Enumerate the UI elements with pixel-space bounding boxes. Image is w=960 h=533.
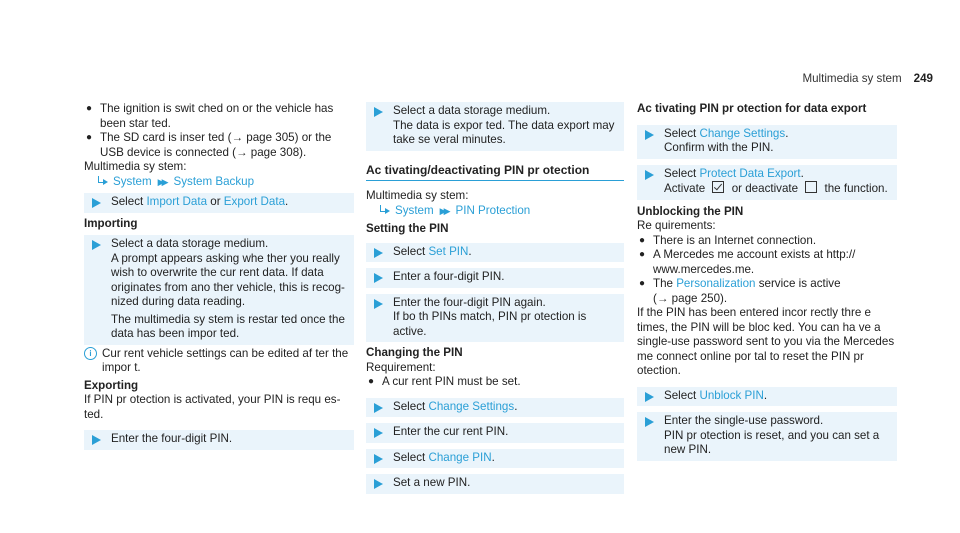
menu-hook-icon: [97, 176, 109, 187]
section-title: Ac tivating/deactivating PIN pr otection: [366, 163, 624, 182]
bullet-item: ● There is an Internet connection.: [639, 233, 817, 247]
changing-pin-heading: Changing the PIN: [366, 346, 463, 359]
step-arrow-icon: [366, 451, 393, 466]
multimedia-system-label: Multimedia sy stem:: [366, 189, 469, 202]
step-arrow-icon: [366, 476, 393, 491]
step-arrow-icon: [366, 270, 393, 285]
instruction-step: Enter the single-use password. PIN pr otection is reset, and you can set a new PIN.: [637, 412, 897, 461]
step-arrow-icon: [366, 400, 393, 415]
unblock-pin-link: Unblock PIN: [699, 388, 764, 402]
header-title: Multimedia sy stem: [802, 72, 902, 85]
requirements-label: Re quirements:: [637, 219, 716, 232]
instruction-step: Select Set PIN.: [366, 243, 624, 263]
menu-path-item: System: [113, 174, 152, 188]
unblocking-pin-heading: Unblocking the PIN: [637, 204, 744, 218]
info-note: i Cur rent vehicle settings can be edited af ter the impor t.: [84, 347, 354, 376]
step-arrow-icon: [366, 245, 393, 260]
exporting-text: If PIN pr otection is activated, your PIN is requ es- ted.: [84, 393, 341, 421]
importing-heading: Importing: [84, 216, 138, 230]
multimedia-system-label: Multimedia sy stem:: [84, 160, 187, 173]
change-pin-link: Change PIN: [428, 450, 492, 464]
instruction-step: Select Change Settings.: [366, 398, 624, 418]
step-arrow-icon: [84, 432, 111, 447]
menu-path: [84, 175, 354, 190]
step-arrow-icon: [366, 104, 393, 148]
setting-pin-heading: Setting the PIN: [366, 222, 449, 235]
requirement-label: Requirement:: [366, 360, 436, 374]
step-arrow-icon: [84, 195, 111, 210]
double-arrow-icon: ▶▶: [439, 205, 448, 216]
step-arrow-icon: [637, 127, 664, 156]
bullet-item: ● The Personalization service is active (→ page 250).: [639, 277, 841, 305]
instruction-step: Select Change PIN.: [366, 449, 624, 469]
bullet-item: ● The SD card is inser ted (→ page 305) or the USB device is connected (→ page 308).: [86, 131, 332, 159]
change-settings-link: Change Settings: [699, 126, 786, 140]
step-arrow-icon: [637, 167, 664, 197]
menu-path-item: System Backup: [173, 174, 255, 188]
blocked-pin-paragraph: If the PIN has been entered incor rectly thre e times, the PIN will be bloc ked. You can ha ve a single-use password sent to you via the Mercedes me connect online por tal to reset the PIN pr otection.: [637, 306, 895, 377]
bullet-item: ● A Mercedes me account exists at http:// www.mercedes.me.: [639, 248, 856, 276]
step-arrow-icon: [84, 237, 111, 342]
page-header: [763, 72, 933, 87]
unchecked-box-icon: [805, 181, 817, 193]
checked-box-icon: [712, 181, 724, 193]
exporting-heading: Exporting: [84, 378, 139, 392]
instruction-step: Select Unblock PIN.: [637, 387, 897, 407]
menu-path: [366, 204, 624, 219]
step-arrow-icon: [637, 414, 664, 458]
step-arrow-icon: [637, 389, 664, 404]
instruction-step: Select a data storage medium. The data is expor ted. The data export may take se veral minutes.: [366, 102, 624, 151]
bullet-item: ● The ignition is swit ched on or the vehicle has been star ted.: [86, 102, 334, 130]
instruction-step: Select Import Data or Export Data.: [84, 193, 354, 213]
instruction-step: Enter the cur rent PIN.: [366, 423, 624, 443]
section-heading: Ac tivating PIN pr otection for data export: [637, 102, 867, 115]
column-2: [366, 102, 624, 494]
export-data-link: Export Data: [223, 195, 286, 208]
double-arrow-icon: ▶▶: [157, 176, 166, 187]
instruction-step: Enter a four-digit PIN.: [366, 268, 624, 288]
page-number: 249: [913, 72, 933, 85]
menu-path-item: System: [395, 203, 434, 217]
column-1: [84, 102, 354, 450]
instruction-step: Select Protect Data Export. Activate or deactivate the function.: [637, 165, 897, 200]
instruction-step: Set a new PIN.: [366, 474, 624, 494]
menu-hook-icon: [379, 205, 391, 216]
import-data-link: Import Data: [146, 195, 208, 208]
protect-data-export-link: Protect Data Export: [699, 166, 801, 180]
instruction-step: Enter the four-digit PIN.: [84, 430, 354, 450]
step-arrow-icon: [366, 296, 393, 340]
column-3: [637, 102, 897, 461]
personalization-link: Personalization: [676, 277, 756, 290]
instruction-step: Select Change Settings. Confirm with the PIN.: [637, 125, 897, 159]
info-icon: i: [84, 347, 97, 360]
change-settings-link: Change Settings: [428, 399, 515, 413]
instruction-step: Enter the four-digit PIN again. If bo th PINs match, PIN pr otection is active.: [366, 294, 624, 343]
bullet-item: ● A cur rent PIN must be set.: [368, 375, 521, 388]
menu-path-item: PIN Protection: [455, 203, 531, 217]
step-arrow-icon: [366, 425, 393, 440]
set-pin-link: Set PIN: [428, 244, 469, 258]
instruction-step: Select a data storage medium. A prompt appears asking whe ther you really wish to overwrite the cur rent data. If data originates from ano ther vehicle, this is recog- nized during data reading. The multimedia sy stem is restar ted once the data has been impor ted.: [84, 235, 354, 345]
